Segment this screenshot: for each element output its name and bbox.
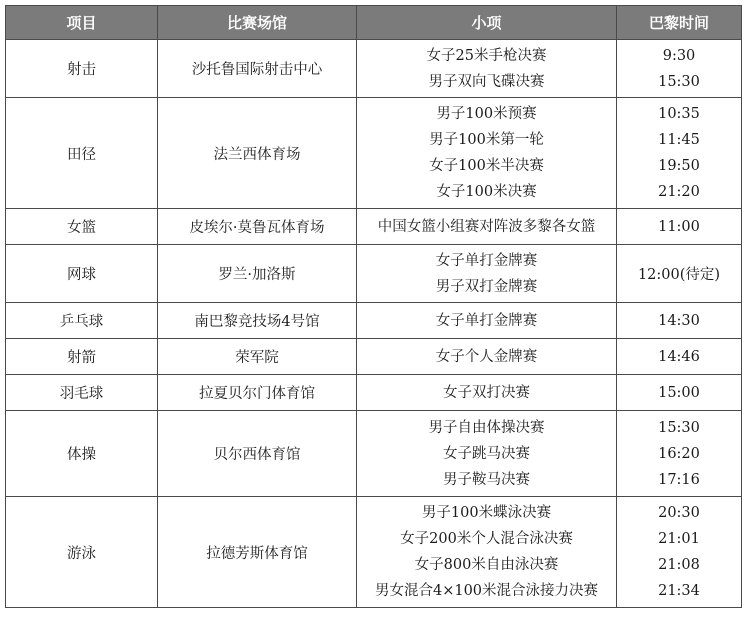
event-name: 女子个人金牌赛	[435, 348, 538, 365]
time-cell: 12:00(待定)	[617, 245, 742, 303]
table-row	[6, 303, 742, 339]
events-cell	[357, 339, 617, 375]
event-time: 11:45	[658, 132, 700, 148]
events-cell	[357, 209, 617, 245]
header-paris-time: 巴黎时间	[617, 6, 742, 40]
time-cell	[617, 209, 742, 245]
event-time: 14:46	[658, 348, 700, 365]
event-name: 男子100米预赛	[436, 106, 537, 122]
event-time: 17:16	[658, 471, 700, 488]
schedule-table	[5, 5, 742, 608]
table-row	[6, 375, 742, 411]
sport-cell: 游泳	[6, 497, 158, 608]
event-time: 21:01	[658, 531, 700, 547]
time-cell	[617, 303, 742, 339]
events-cell	[357, 98, 617, 209]
event-name: 女子单打金牌赛	[435, 312, 538, 329]
event-time: 15:30	[658, 73, 700, 90]
sport-cell: 羽毛球	[6, 375, 158, 411]
venue-cell: 拉夏贝尔门体育馆	[158, 375, 357, 411]
time-cell	[617, 497, 742, 608]
schedule-body	[6, 40, 742, 608]
event-name: 女子200米个人混合泳决赛	[400, 531, 573, 547]
events-cell	[357, 375, 617, 411]
sport-cell: 田径	[6, 98, 158, 209]
event-time: 10:35	[658, 106, 700, 122]
table-row	[6, 411, 742, 497]
table-row	[6, 98, 742, 209]
event-time: 15:00	[658, 384, 700, 401]
sport-cell: 网球	[6, 245, 158, 303]
venue-cell: 法兰西体育场	[158, 98, 357, 209]
time-cell	[617, 339, 742, 375]
event-name: 女子800米自由泳决赛	[414, 557, 559, 573]
events-cell	[357, 497, 617, 608]
sport-cell: 射箭	[6, 339, 158, 375]
venue-cell: 皮埃尔·莫鲁瓦体育场	[158, 209, 357, 245]
table-row	[6, 40, 742, 98]
table-row	[6, 245, 742, 303]
venue-cell: 荣军院	[158, 339, 357, 375]
table-row	[6, 339, 742, 375]
venue-cell: 贝尔西体育馆	[158, 411, 357, 497]
sport-cell: 体操	[6, 411, 158, 497]
event-time: 15:30	[658, 419, 700, 436]
venue-cell: 沙托鲁国际射击中心	[158, 40, 357, 98]
events-cell	[357, 40, 617, 98]
header-venue: 比赛场馆	[158, 6, 357, 40]
sport-cell: 射击	[6, 40, 158, 98]
time-cell	[617, 375, 742, 411]
event-name: 男子自由体操决赛	[428, 419, 545, 436]
event-name: 男子100米蝶泳决赛	[421, 505, 552, 521]
event-time: 21:34	[658, 583, 700, 599]
events-cell	[357, 245, 617, 303]
time-cell	[617, 40, 742, 98]
event-name: 男子双打金牌赛	[435, 278, 538, 295]
events-cell	[357, 303, 617, 339]
sport-cell: 女篮	[6, 209, 158, 245]
table-row	[6, 497, 742, 608]
event-name: 女子跳马决赛	[443, 445, 530, 462]
event-name: 男子100米第一轮	[429, 132, 544, 148]
header-row	[6, 6, 742, 40]
event-name: 男子鞍马决赛	[443, 471, 530, 488]
event-name: 女子100米半决赛	[429, 158, 544, 174]
event-name: 男女混合4×100米混合泳接力决赛	[374, 583, 599, 599]
event-name: 女子100米决赛	[436, 184, 537, 200]
event-time: 19:50	[658, 158, 700, 174]
event-time: 9:30	[662, 47, 696, 64]
event-time: 14:30	[658, 312, 700, 329]
events-cell	[357, 411, 617, 497]
table-row	[6, 209, 742, 245]
time-cell	[617, 411, 742, 497]
event-time: 20:30	[658, 505, 700, 521]
event-name: 女子25米手枪决赛	[426, 47, 547, 64]
event-name: 女子双打决赛	[443, 384, 530, 401]
event-time: 16:20	[658, 445, 700, 462]
event-time: 21:08	[658, 557, 700, 573]
event-name: 中国女篮小组赛对阵波多黎各女篮	[377, 218, 596, 235]
time-cell	[617, 98, 742, 209]
event-time: 21:20	[658, 184, 700, 200]
header-sport: 项目	[6, 6, 158, 40]
event-name: 女子单打金牌赛	[435, 252, 538, 269]
venue-cell: 罗兰·加洛斯	[158, 245, 357, 303]
venue-cell: 南巴黎竞技场4号馆	[158, 303, 357, 339]
event-time: 11:00	[658, 218, 700, 235]
sport-cell: 乒乓球	[6, 303, 158, 339]
header-event: 小项	[357, 6, 617, 40]
venue-cell: 拉德芳斯体育馆	[158, 497, 357, 608]
event-name: 男子双向飞碟决赛	[428, 73, 545, 90]
